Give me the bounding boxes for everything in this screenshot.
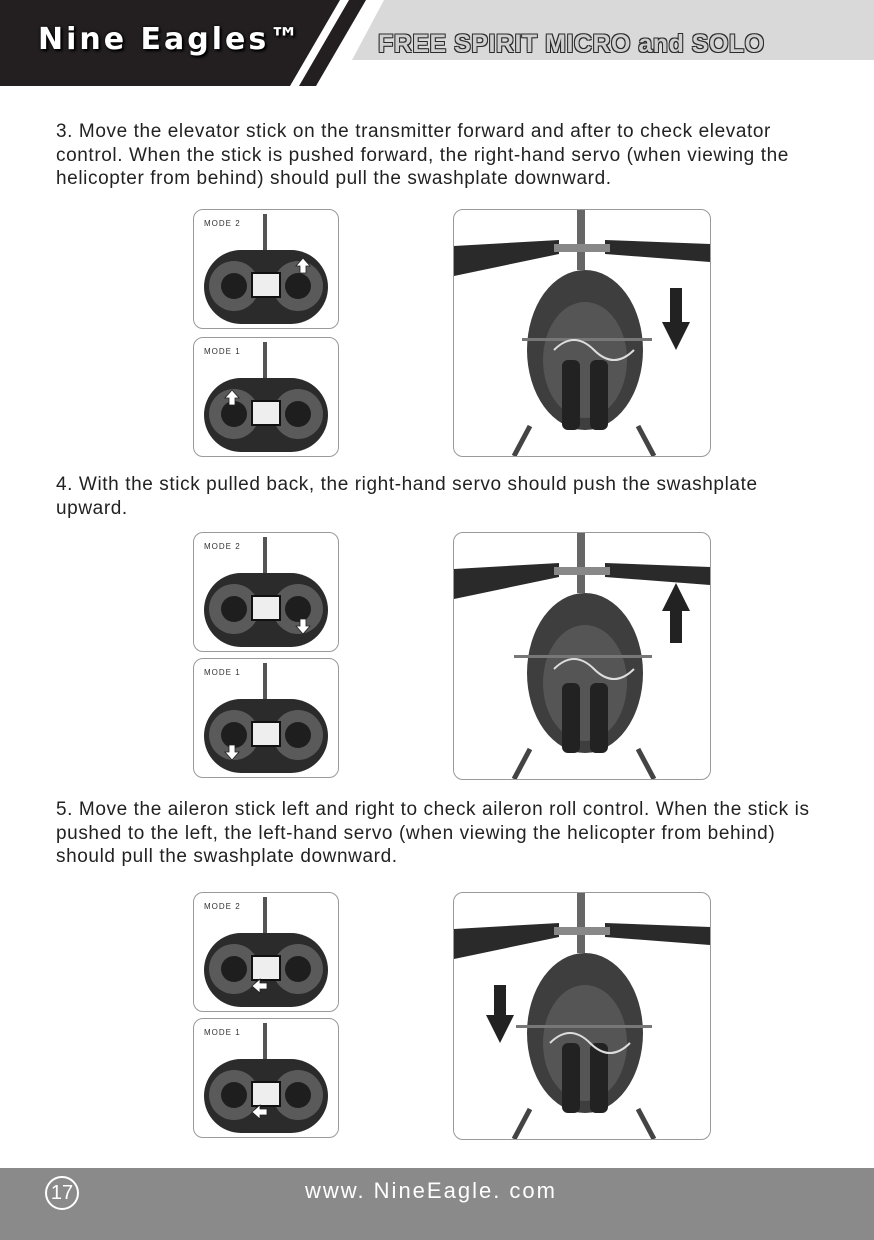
transmitter-mode1-step5: MODE 1 — [193, 1018, 339, 1138]
transmitter-illustration — [194, 659, 338, 777]
step-5-text: 5. Move the aileron stick left and right to check aileron roll control. When the stick is pushed to the left, the left-hand servo (when viewing the helicopter from behind) should pull the swashplate downward. — [56, 799, 810, 867]
transmitter-illustration — [194, 210, 338, 328]
transmitter-illustration — [194, 533, 338, 651]
arrow-down-icon — [662, 288, 690, 350]
arrow-down-icon — [486, 985, 514, 1043]
transmitter-mode2-step5: MODE 2 — [193, 892, 339, 1012]
page-footer — [0, 1168, 874, 1240]
transmitter-illustration — [194, 338, 338, 456]
transmitter-mode1-step3: MODE 1 — [193, 337, 339, 457]
step-4-text: 4. With the stick pulled back, the right-hand servo should push the swashplate upward. — [56, 474, 758, 519]
page-number: 17 — [45, 1176, 79, 1210]
step-3-text: 3. Move the elevator stick on the transmitter forward and after to check elevator control. When the stick is pushed forward, the right-hand servo (when viewing the helicopter from behind) should pull the swashplate downward. — [56, 121, 789, 189]
model-title: FREE SPIRIT MICRO and SOLO — [378, 30, 765, 58]
brand-logo: Nine Eagles™ — [38, 22, 303, 57]
transmitter-mode1-step4: MODE 1 — [193, 658, 339, 778]
transmitter-illustration — [194, 1019, 338, 1137]
transmitter-mode2-step4: MODE 2 — [193, 532, 339, 652]
page-header — [0, 0, 874, 86]
arrow-up-icon — [662, 583, 690, 643]
helicopter-illustration — [454, 533, 710, 779]
helicopter-illustration — [454, 893, 710, 1139]
helicopter-illustration — [454, 210, 710, 456]
website-url: www. NineEagle. com — [305, 1178, 557, 1203]
helicopter-photo-step4 — [453, 532, 711, 780]
helicopter-photo-step5 — [453, 892, 711, 1140]
transmitter-mode2-step3: MODE 2 — [193, 209, 339, 329]
transmitter-illustration — [194, 893, 338, 1011]
helicopter-photo-step3 — [453, 209, 711, 457]
